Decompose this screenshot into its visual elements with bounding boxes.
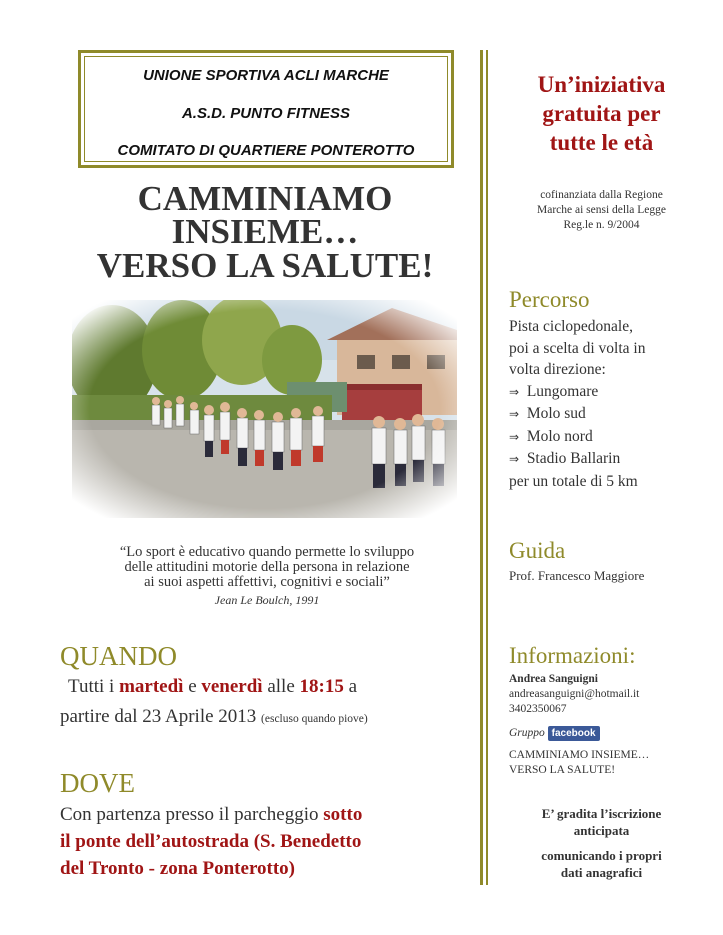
dove-line-3: del Tronto - zona Ponterotto) [60, 858, 296, 879]
iscrizione-note [494, 805, 709, 881]
column-divider [480, 50, 483, 885]
arrow-icon: ⇒ [509, 452, 520, 466]
gruppo-name-line-1: CAMMINIAMO INSIEME… [509, 749, 650, 761]
facebook-group [509, 726, 600, 741]
percorso-item-molo-nord: Molo nord [526, 427, 593, 445]
column-divider-secondary [486, 50, 488, 885]
walkers-photo [72, 300, 457, 518]
contact-name: Andrea Sanguigni [509, 673, 598, 685]
quando-line-1 [68, 676, 357, 698]
list-item [509, 448, 709, 471]
dove-line-2: il ponte dell’autostrada (S. Benedetto [60, 831, 362, 852]
percorso-item-stadio-ballarin: Stadio Ballarin [526, 450, 621, 467]
quando-text: Tutti i [68, 676, 120, 697]
cofinanziamento [494, 188, 709, 233]
quando-text: e [183, 676, 202, 697]
quando-text: a [343, 676, 358, 697]
quote-author: Jean Le Boulch, 1991 [214, 593, 320, 607]
dove-location: sotto [323, 804, 363, 825]
dove-text: Con partenza presso il parcheggio [60, 804, 324, 825]
arrow-icon: ⇒ [509, 384, 520, 399]
quando-note: (escluso quando piove) [261, 713, 368, 725]
quando-text: alle [262, 676, 300, 697]
arrow-icon: ⇒ [509, 429, 520, 444]
contact-email[interactable]: andreasanguigni@hotmail.it [509, 688, 640, 700]
quote-line-3: ai suoi aspetti affettivi, cognitivi e sociali” [144, 574, 390, 590]
guida-heading: Guida [509, 538, 566, 563]
title-line-3: VERSO LA SALUTE! [96, 246, 434, 285]
organizer-comitato: COMITATO DI QUARTIERE PONTEROTTO [117, 142, 415, 159]
list-item [509, 381, 709, 404]
percorso-heading: Percorso [509, 287, 590, 312]
guida-name: Prof. Francesco Maggiore [509, 568, 645, 583]
iscrizione-line-1: E’ gradita l’iscrizione [541, 806, 662, 821]
contact-phone: 3402350067 [509, 703, 567, 715]
gruppo-name-line-2: VERSO LA SALUTE! [509, 764, 616, 776]
organizers-box [78, 50, 454, 168]
cofin-line-1: cofinanziata dalla Regione [540, 189, 663, 201]
quando-heading: QUANDO [60, 641, 177, 671]
percorso-intro-2: poi a scelta di volta in [509, 339, 646, 357]
title-line-2: INSIEME… [171, 212, 359, 251]
quando-day-venerdi: venerdì [201, 676, 263, 697]
percorso-intro-3: volta direzione: [509, 361, 606, 378]
cofin-line-3: Reg.le n. 9/2004 [563, 219, 640, 231]
percorso-item-molo-sud: Molo sud [526, 405, 586, 422]
percorso-total: per un totale di 5 km [509, 472, 638, 490]
percorso-intro-1: Pista ciclopedonale, [509, 318, 633, 335]
quando-line-2 [60, 706, 368, 728]
iniziativa-line-3: tutte le età [549, 130, 654, 155]
iscrizione-line-3: comunicando i propri [541, 848, 662, 863]
walkers-photo-illustration [72, 300, 457, 518]
iscrizione-line-4: dati anagrafici [560, 865, 643, 880]
arrow-icon: ⇒ [509, 407, 520, 421]
iniziativa-heading [494, 70, 709, 157]
quando-time: 18:15 [299, 676, 344, 697]
dove-heading: DOVE [60, 768, 135, 798]
quando-day-martedi: martedì [119, 676, 184, 697]
list-item [509, 426, 709, 449]
iniziativa-line-2: gratuita per [542, 101, 661, 126]
iscrizione-line-2: anticipata [573, 823, 630, 838]
facebook-group-name [509, 748, 649, 778]
facebook-logo-icon[interactable]: facebook [548, 726, 600, 741]
informazioni-heading: Informazioni: [509, 643, 636, 668]
title-line-1: CAMMINIAMO [137, 179, 393, 218]
quando-start-date: partire dal 23 Aprile 2013 [60, 706, 257, 727]
organizer-punto-fitness: A.S.D. PUNTO FITNESS [181, 105, 351, 122]
organizer-acli: UNIONE SPORTIVA ACLI MARCHE [143, 67, 389, 84]
cofin-line-2: Marche ai sensi della Legge [537, 204, 666, 216]
percorso-list [509, 316, 709, 492]
contact-info [509, 672, 639, 717]
dove-line-1 [60, 804, 362, 826]
list-item [509, 403, 709, 426]
quote-line-2: delle attitudini motorie della persona in relazione [124, 559, 410, 575]
iniziativa-line-1: Un’iniziativa [537, 72, 666, 97]
percorso-item-lungomare: Lungomare [526, 382, 599, 400]
quote-line-1: “Lo sport è educativo quando permette lo sviluppo [119, 544, 415, 560]
gruppo-label: Gruppo [509, 727, 545, 740]
